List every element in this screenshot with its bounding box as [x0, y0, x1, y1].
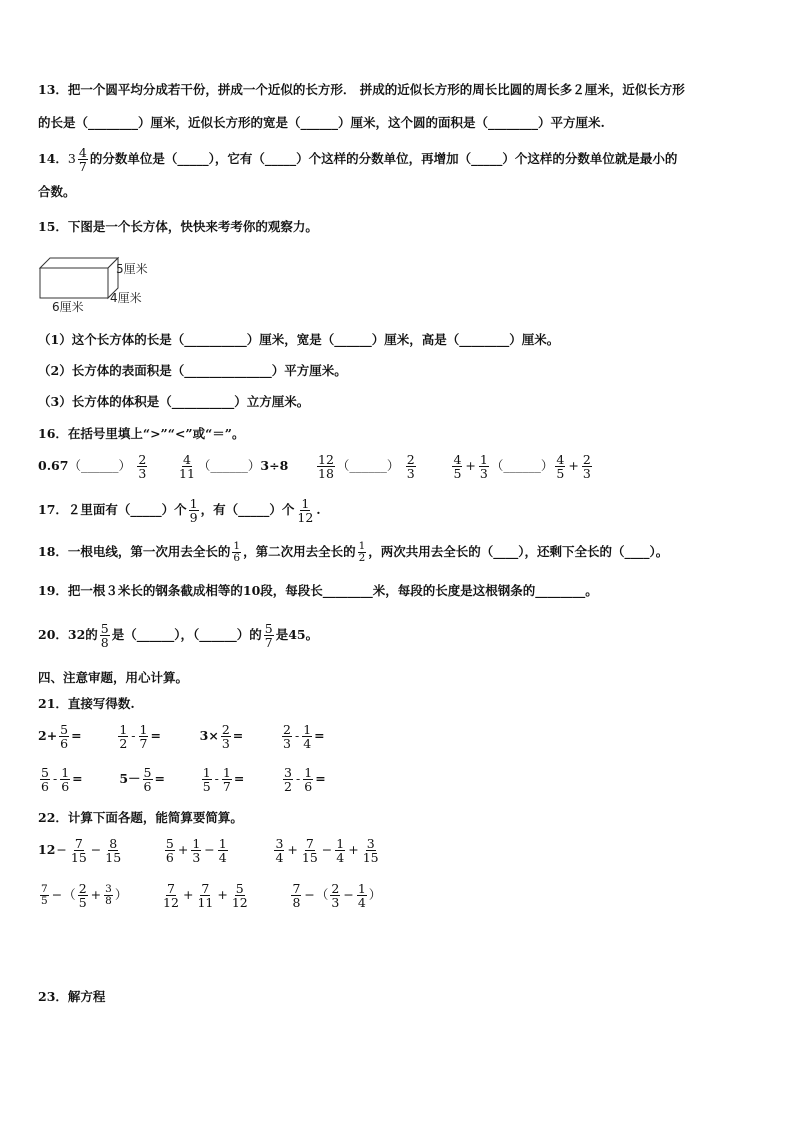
- q14-num: 4: [78, 145, 87, 160]
- q21-r2d-n1: 3: [284, 765, 292, 780]
- q18-frac2: [358, 541, 367, 564]
- q22-e4-n1: 7: [41, 883, 48, 896]
- q16-a-num: 2: [138, 452, 147, 467]
- q21-r2a-n1: 5: [41, 765, 49, 780]
- q17-frac2: [296, 497, 314, 524]
- q22-e6-rparen: ）: [368, 887, 382, 903]
- q21-r2a-minus: -: [52, 771, 58, 787]
- q22-e2-n3: 1: [218, 836, 227, 851]
- q21-r1b-n2: 1: [139, 722, 148, 737]
- q18-f2-den: 2: [358, 552, 366, 565]
- q21-r1c-whole: 3×: [199, 728, 219, 744]
- q22-e2-frac2: [191, 837, 201, 864]
- q21-r2a-frac1: [40, 766, 50, 793]
- q22-e3-n4: 3: [366, 836, 375, 851]
- q16-d1-den: 5: [453, 466, 462, 482]
- q21-r1d-frac2: [302, 723, 312, 750]
- q18-line: [38, 541, 668, 564]
- q16-blank-b: （______）: [197, 458, 261, 474]
- q22-e1-d2: 15: [105, 850, 122, 866]
- q21-r2c-n2: 1: [222, 765, 231, 780]
- q16-plus-1: +: [465, 458, 476, 474]
- q22-e1-minus2: −: [90, 842, 102, 858]
- q21-r1d-d2: 4: [303, 736, 312, 752]
- q13-line2: 的长是（________）厘米，近似长方形的宽是（______）厘米，这个圆的面积是（________）平方厘米.: [38, 115, 605, 130]
- q20-f1-num: 5: [100, 621, 109, 636]
- q21-r1d-n1: 2: [283, 722, 291, 737]
- q20-f1-den: 8: [100, 635, 109, 651]
- q22-e3-n2: 7: [305, 836, 314, 851]
- q21-r2b-num: 5: [143, 765, 152, 780]
- q22-e6-minus1: −: [304, 887, 315, 903]
- q22-e3-plus1: +: [287, 842, 298, 858]
- q21-r2d-minus: -: [296, 771, 301, 787]
- q22-e2-n1: 5: [165, 836, 174, 851]
- q21-r2d-frac1: [283, 766, 293, 793]
- q22-e2-n2: 1: [192, 836, 201, 851]
- q21-r2c-n1: 1: [202, 765, 211, 780]
- q21-r1a-frac: [59, 723, 69, 750]
- q21-r2d-frac2: [303, 766, 313, 793]
- q22-e4-d2: 5: [78, 895, 87, 911]
- q21-r2c-eq: =: [233, 771, 245, 787]
- q22-e6-frac2: [330, 882, 340, 909]
- q21-r1d-minus: -: [294, 728, 300, 744]
- q16-c-num1: 12: [318, 452, 334, 467]
- q16-a-den: 3: [138, 466, 147, 482]
- q16-row: [38, 453, 594, 480]
- q21-r2a-n2: 1: [61, 765, 70, 780]
- q21-r2c-frac2: [222, 766, 232, 793]
- q21-r2d-d1: 2: [284, 779, 292, 795]
- q22-e6-n1: 7: [292, 881, 301, 896]
- q21-r1d-n2: 1: [303, 722, 312, 737]
- q22-e1-frac2: [104, 837, 122, 864]
- q21-r1b-eq: =: [150, 728, 161, 744]
- q16-c-frac1: [317, 453, 335, 480]
- q22-e6-d1: 8: [292, 895, 301, 911]
- q22-e3-d3: 4: [336, 850, 345, 866]
- q16-title: 16．在括号里填上“>”“<”或“＝”。: [38, 426, 245, 441]
- q21-row2: [38, 766, 326, 793]
- q16-d4-den: 3: [582, 466, 591, 482]
- q15-sub1: （1）这个长方体的长是（__________）厘米，宽是（______）厘米，高是（________）厘米。: [38, 332, 560, 347]
- q21-r2a-d2: 6: [61, 779, 70, 795]
- q21-r2c-d1: 5: [202, 779, 211, 795]
- q22-e4-n3: 3: [105, 883, 112, 896]
- q22-e3-d4: 15: [362, 850, 379, 866]
- q22-e1-minus1: −: [56, 842, 67, 858]
- section4-title: 四、注意审题，用心计算。: [38, 670, 189, 685]
- q22-e2-plus: +: [177, 842, 189, 858]
- q16-c-den2: 3: [406, 466, 415, 482]
- q22-e5-frac3: [231, 882, 249, 909]
- q18-f2-num: 1: [358, 540, 366, 552]
- q14-fraction: [78, 146, 88, 173]
- q20-line: [38, 622, 318, 649]
- q18-f1-num: 1: [233, 540, 241, 552]
- q22-e5-plus1: +: [182, 887, 194, 903]
- q16-b-num: 4: [182, 452, 191, 467]
- q17-f2-den: 12: [297, 510, 314, 526]
- q21-r1b-frac2: [139, 723, 149, 750]
- q16-d4-frac: [582, 453, 592, 480]
- q22-e6-minus2: −: [343, 887, 354, 903]
- q21-r1b-frac1: [118, 723, 128, 750]
- q16-c-frac2: [406, 453, 416, 480]
- q22-e4-frac1: [40, 884, 49, 907]
- q21-r2c-d2: 7: [222, 779, 231, 795]
- q22-e6-n2: 2: [331, 881, 340, 896]
- q21-r1b-d1: 2: [119, 736, 128, 752]
- q21-r2b-frac: [143, 766, 153, 793]
- q21-r1a-num: 5: [60, 722, 69, 737]
- q22-e3-frac3: [335, 837, 345, 864]
- q16-d1-num: 4: [453, 452, 462, 467]
- q21-r1c-frac: [221, 723, 231, 750]
- q22-e6-frac1: [291, 882, 301, 909]
- q22-e4-d3: 8: [105, 895, 112, 908]
- q20-frac2: [264, 622, 274, 649]
- q20-f2-den: 7: [264, 635, 273, 651]
- q16-b-frac: [178, 453, 196, 480]
- q22-e5-frac1: [162, 882, 180, 909]
- q22-e3-plus2: +: [348, 842, 359, 858]
- q22-e2-d2: 3: [192, 850, 201, 866]
- q21-r1d-frac1: [282, 723, 292, 750]
- q17-line: [38, 497, 321, 524]
- q22-e3-minus: −: [321, 842, 333, 858]
- q21-r2a-d1: 6: [41, 779, 49, 795]
- q20-frac1: [100, 622, 110, 649]
- label-height: 5厘米: [116, 262, 148, 276]
- q16-d2-den: 3: [479, 466, 488, 482]
- q21-r2b-den: 6: [143, 779, 152, 795]
- q21-r1a-den: 6: [60, 736, 69, 752]
- q22-e1-d1: 15: [70, 850, 87, 866]
- q14-line2: 合数。: [38, 184, 76, 199]
- q22-e1-frac1: [70, 837, 88, 864]
- q22-e4-lparen: （: [63, 887, 76, 903]
- q17-f1-den: 9: [189, 510, 198, 526]
- q16-d4-num: 2: [582, 452, 591, 467]
- q21-r2b-whole: 5－: [119, 771, 141, 787]
- q21-r2d-eq: =: [315, 771, 326, 787]
- q18-prefix: 18．一根电线，第一次用去全长的: [38, 544, 231, 560]
- q17-end: .: [316, 502, 321, 518]
- q16-a-frac: [137, 453, 147, 480]
- q17-prefix: 17．２里面有（_____）个: [38, 502, 187, 518]
- q22-e2-frac1: [165, 837, 175, 864]
- q22-e5-n1: 7: [167, 881, 175, 896]
- q18-f1-den: 6: [233, 552, 241, 565]
- q21-r1c-num: 2: [221, 722, 230, 737]
- q15-title: 15．下图是一个长方体，快快来考考你的观察力。: [38, 219, 318, 234]
- q22-e4-minus: −: [51, 887, 63, 903]
- q22-e1-n2: 8: [109, 836, 118, 851]
- q22-e6-d2: 3: [331, 895, 340, 911]
- q22-e5-plus2: +: [217, 887, 228, 903]
- q15-sub3: （3）长方体的体积是（__________）立方厘米。: [38, 394, 310, 409]
- q21-r2d-d2: 6: [304, 779, 313, 795]
- q20-prefix: 20．32的: [38, 627, 98, 643]
- label-length: 6厘米: [52, 300, 84, 314]
- q15-sub2: （2）长方体的表面积是（______________）平方厘米。: [38, 363, 347, 378]
- q14-rest: 的分数单位是（_____），它有（_____）个这样的分数单位，再增加（_____）个这样的分数单位就是最小的: [89, 151, 678, 167]
- q22-e1-n1: 7: [74, 836, 83, 851]
- q22-e3-frac1: [274, 837, 284, 864]
- q21-r1b-n1: 1: [119, 722, 128, 737]
- q16-blank-c: （______）: [336, 458, 400, 474]
- q16-blank-a: （______）: [68, 458, 131, 474]
- q16-d3-den: 5: [556, 466, 565, 482]
- q22-e6-lparen: （: [315, 887, 329, 903]
- q16-d3-num: 4: [556, 452, 565, 467]
- q21-r2c-frac1: [202, 766, 212, 793]
- q14-line1: [38, 146, 677, 173]
- q16-d2-num: 1: [479, 452, 488, 467]
- q22-e3-d2: 15: [301, 850, 318, 866]
- q22-e6-frac3: [357, 882, 367, 909]
- q21-r2d-n2: 1: [304, 765, 313, 780]
- q14-prefix: 14．: [38, 151, 68, 167]
- q18-end: ，两次共用去全长的（____），还剩下全长的（____）。: [368, 544, 669, 560]
- q21-r1a-eq: =: [71, 728, 82, 744]
- q16-b-den: 11: [179, 466, 195, 482]
- q18-mid: ，第二次用去全长的: [243, 544, 356, 560]
- q21-r1d-d1: 3: [283, 736, 291, 752]
- q21-r1b-d2: 7: [139, 736, 148, 752]
- q13-line1: 13．把一个圆平均分成若干份，拼成一个近似的长方形． 拼成的近似长方形的周长比圆的周长多２厘米，近似长方形: [38, 82, 685, 97]
- q22-row2: [38, 882, 381, 909]
- q22-e5-d3: 12: [231, 895, 248, 911]
- q16-a-left: 0.67: [38, 458, 69, 474]
- q22-e5-d1: 12: [163, 895, 179, 911]
- q21-r1d-eq: =: [314, 728, 325, 744]
- q22-row1: [38, 837, 382, 864]
- q22-e3-n3: 1: [336, 836, 345, 851]
- q21-r2a-frac2: [60, 766, 70, 793]
- q17-f2-num: 1: [301, 496, 310, 511]
- q21-r1b-minus: -: [131, 728, 136, 744]
- q16-b-right: 3÷8: [260, 458, 289, 474]
- q17-frac1: [189, 497, 199, 524]
- q22-e5-n3: 5: [235, 881, 244, 896]
- q14-den: 7: [78, 159, 87, 175]
- q21-r2c-minus: -: [214, 771, 219, 787]
- q23-title: 23．解方程: [38, 989, 106, 1004]
- q22-e3-n1: 3: [275, 836, 284, 851]
- q16-d3-frac: [555, 453, 565, 480]
- q14-whole: 3: [67, 151, 76, 167]
- q22-title: 22．计算下面各题，能简算要简算。: [38, 810, 243, 825]
- q22-e5-frac2: [196, 882, 214, 909]
- q16-c-num2: 2: [406, 452, 415, 467]
- q21-r1a-whole: 2+: [38, 728, 58, 744]
- q22-e4-frac3: [104, 884, 113, 907]
- q21-row1: [38, 723, 325, 750]
- q16-d1-frac: [452, 453, 462, 480]
- q22-e4-rparen: ）: [114, 887, 128, 903]
- q21-r1c-den: 3: [221, 736, 230, 752]
- q16-d2-frac: [479, 453, 489, 480]
- q22-e2-d1: 6: [165, 850, 174, 866]
- q22-e1-whole: 12: [38, 842, 56, 858]
- q22-e3-frac4: [362, 837, 380, 864]
- q22-e4-n2: 2: [78, 881, 87, 896]
- q21-r1c-eq: =: [232, 728, 244, 744]
- q22-e4-d1: 5: [41, 895, 48, 908]
- q22-e2-d3: 4: [218, 850, 227, 866]
- q22-e2-frac3: [218, 837, 228, 864]
- q18-frac1: [232, 541, 241, 564]
- q17-mid: ，有（_____）个: [200, 502, 295, 518]
- label-width: 4厘米: [110, 291, 142, 305]
- q16-plus-2: +: [568, 458, 579, 474]
- q21-r2b-eq: =: [154, 771, 165, 787]
- q22-e3-d1: 4: [275, 850, 284, 866]
- q20-f2-num: 5: [264, 621, 273, 636]
- q19-line: 19．把一根３米长的钢条截成相等的10段，每段长________米，每段的长度是这根钢条的________。: [38, 583, 598, 598]
- q22-e6-d3: 4: [357, 895, 366, 911]
- q16-blank-d: （______）: [490, 458, 554, 474]
- q21-title: 21．直接写得数.: [38, 696, 135, 711]
- q22-e6-n3: 1: [357, 881, 366, 896]
- q21-r2a-eq: =: [72, 771, 83, 787]
- q20-end: 是45。: [275, 627, 319, 643]
- q20-mid: 是（______），（______）的: [111, 627, 262, 643]
- q17-f1-num: 1: [189, 496, 198, 511]
- q22-e5-n2: 7: [201, 881, 210, 896]
- cuboid-diagram: [36, 254, 166, 316]
- q22-e4-frac2: [78, 882, 88, 909]
- q22-e4-plus: +: [90, 887, 102, 903]
- q16-c-den1: 18: [318, 466, 334, 482]
- q22-e3-frac2: [301, 837, 319, 864]
- q22-e2-minus: −: [204, 842, 215, 858]
- q22-e5-d2: 11: [197, 895, 214, 911]
